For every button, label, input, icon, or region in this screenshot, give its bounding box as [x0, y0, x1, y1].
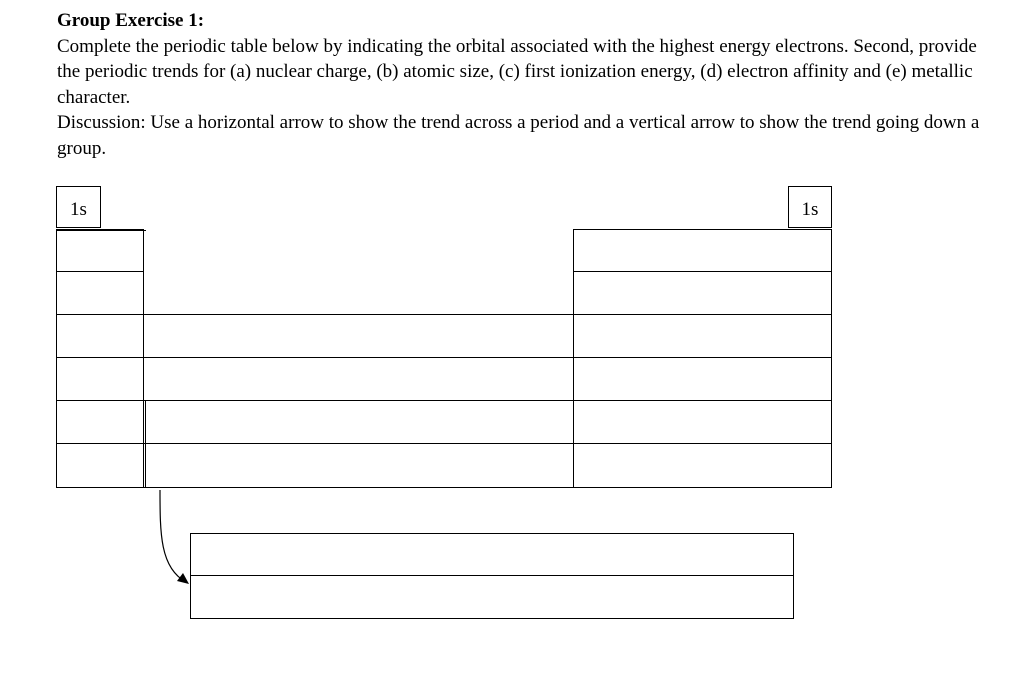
s-block-period4 [56, 314, 144, 358]
p-block-period7 [573, 443, 832, 488]
cell-period1-group18 [788, 186, 832, 228]
p-block-period3 [573, 271, 832, 315]
p-block-period2 [573, 229, 832, 272]
exercise-title: Group Exercise 1: [57, 10, 205, 31]
instructions-paragraph: Complete the periodic table below by indicating the orbital associated with the highest energy electrons. Second, provide the periodic trends for (a) nuclear charge, (b) atomic size, (c) first ionization energy, (d) electron affinity and (e) metallic character. [57, 35, 977, 108]
s-block-period3 [56, 271, 144, 315]
d-block-period7 [143, 443, 574, 488]
exercise-text [57, 8, 1002, 161]
p-block-period6 [573, 400, 832, 444]
f-block-actinides [190, 575, 794, 619]
s-block-period5 [56, 357, 144, 401]
divider-line [56, 230, 146, 231]
d-block-period4 [143, 314, 574, 358]
cell-period1-group1 [56, 186, 101, 228]
p-block-period5 [573, 357, 832, 401]
divider-line [145, 401, 146, 488]
p-block-period4 [573, 314, 832, 358]
orbital-label-h: 1s [70, 199, 87, 220]
discussion-paragraph: Discussion: Use a horizontal arrow to show the trend across a period and a vertical arrow to show the trend going down a group. [57, 112, 980, 159]
f-block-lanthanides [190, 533, 794, 576]
s-block-period6 [56, 400, 144, 444]
d-block-period5 [143, 357, 574, 401]
orbital-label-he: 1s [801, 199, 819, 220]
s-block-period7 [56, 443, 144, 488]
f-block-pointer-arrow [150, 488, 195, 588]
d-block-period6 [143, 400, 574, 444]
s-block-period2 [56, 229, 144, 272]
